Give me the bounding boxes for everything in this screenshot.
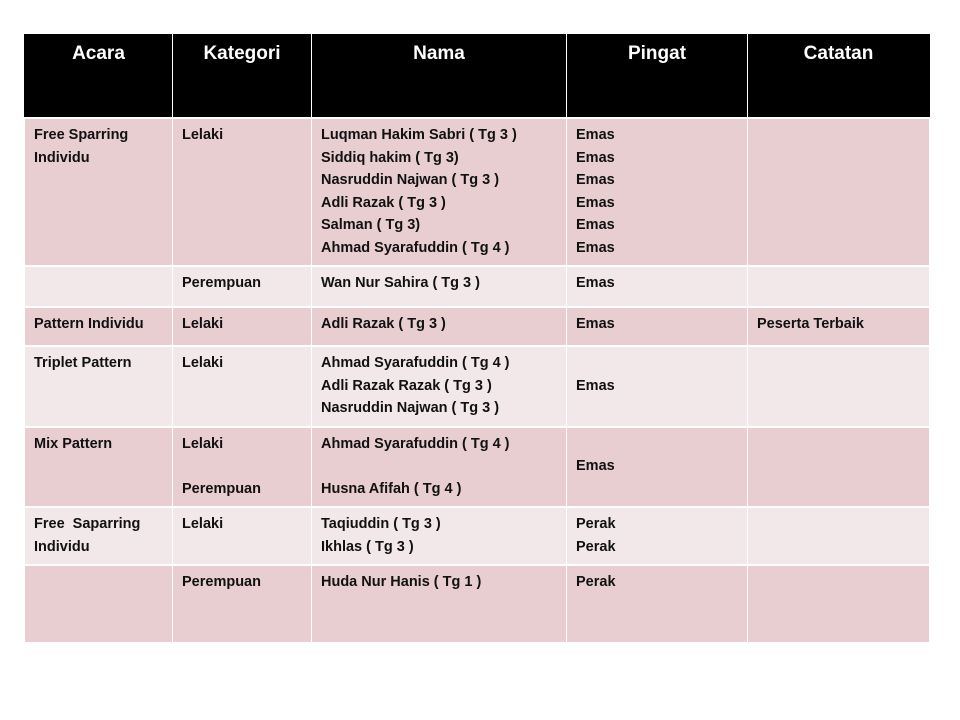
- cell-text: Siddiq hakim ( Tg 3): [321, 149, 459, 166]
- cell-nama: [312, 346, 567, 427]
- cell-pingat: [567, 266, 748, 307]
- table-row: [25, 266, 930, 307]
- cell-text: Free Sparring: [34, 127, 129, 143]
- cell-pingat: [567, 346, 748, 427]
- cell-nama: [312, 427, 567, 508]
- cell-text: Lelaki: [182, 355, 224, 371]
- cell-text: Pattern Individu: [34, 316, 144, 332]
- cell-catatan: [748, 565, 930, 643]
- cell-pingat: [567, 118, 748, 266]
- cell-text: Adli Razak ( Tg 3 ): [321, 316, 446, 332]
- cell-catatan: [748, 118, 930, 266]
- cell-text: Perak: [576, 516, 616, 532]
- cell-text: Individu: [34, 538, 90, 555]
- cell-kategori: [173, 346, 312, 427]
- cell-text: Emas: [576, 316, 615, 332]
- cell-text: Emas: [576, 377, 615, 394]
- table-row: [25, 507, 930, 565]
- cell-text: Perak: [576, 538, 616, 555]
- cell-text: Salman ( Tg 3): [321, 217, 421, 233]
- cell-text: Emas: [576, 239, 615, 256]
- cell-text: Emas: [576, 127, 615, 143]
- cell-nama: [312, 565, 567, 643]
- results-table: [24, 32, 930, 644]
- header-row: [25, 33, 930, 118]
- cell-text: Emas: [576, 275, 615, 291]
- cell-text: Emas: [576, 149, 615, 166]
- cell-acara: [25, 346, 173, 427]
- cell-text: Triplet Pattern: [34, 355, 132, 371]
- cell-acara: [25, 507, 173, 565]
- cell-text: Ahmad Syarafuddin ( Tg 4 ): [321, 435, 510, 452]
- table-row: [25, 307, 930, 346]
- cell-pingat: [567, 307, 748, 346]
- header-acara: Acara: [25, 33, 173, 118]
- cell-text: Lelaki: [182, 516, 224, 532]
- cell-text: Nasruddin Najwan ( Tg 3 ): [321, 172, 500, 188]
- cell-text: Wan Nur Sahira ( Tg 3 ): [321, 275, 480, 291]
- cell-nama: [312, 307, 567, 346]
- cell-catatan: [748, 346, 930, 427]
- cell-text: Lelaki: [182, 127, 224, 143]
- cell-kategori: [173, 307, 312, 346]
- header-kategori: Kategori: [173, 33, 312, 118]
- cell-catatan: [748, 307, 930, 346]
- cell-text: Nasruddin Najwan ( Tg 3 ): [321, 400, 500, 416]
- cell-acara: [25, 427, 173, 508]
- cell-text: Husna Afifah ( Tg 4 ): [321, 480, 462, 497]
- cell-pingat: [567, 565, 748, 643]
- cell-kategori: [173, 118, 312, 266]
- cell-acara: [25, 307, 173, 346]
- cell-nama: [312, 507, 567, 565]
- cell-text: Emas: [576, 458, 615, 474]
- cell-text: Perempuan: [182, 480, 261, 497]
- cell-text: Huda Nur Hanis ( Tg 1 ): [321, 574, 482, 590]
- line-spacer: [182, 455, 303, 478]
- cell-text: Individu: [34, 149, 90, 166]
- cell-text: Adli Razak Razak ( Tg 3 ): [321, 377, 492, 394]
- cell-text: Emas: [576, 172, 615, 188]
- cell-text: Ahmad Syarafuddin ( Tg 4 ): [321, 355, 510, 371]
- cell-catatan: [748, 266, 930, 307]
- cell-text: Emas: [576, 217, 615, 233]
- cell-acara: [25, 565, 173, 643]
- header-pingat: Pingat: [567, 33, 748, 118]
- cell-nama: [312, 266, 567, 307]
- cell-text: Lelaki: [182, 435, 224, 452]
- table-row: [25, 346, 930, 427]
- cell-text: Free Saparring: [34, 516, 141, 532]
- cell-catatan: [748, 507, 930, 565]
- cell-kategori: [173, 427, 312, 508]
- cell-text: Taqiuddin ( Tg 3 ): [321, 516, 441, 532]
- cell-catatan: [748, 427, 930, 508]
- cell-kategori: [173, 565, 312, 643]
- cell-text: Mix Pattern: [34, 435, 113, 452]
- header-nama: Nama: [312, 33, 567, 118]
- cell-acara: [25, 266, 173, 307]
- cell-kategori: [173, 266, 312, 307]
- header-catatan: Catatan: [748, 33, 930, 118]
- table-row: [25, 427, 930, 508]
- cell-nama: [312, 118, 567, 266]
- cell-text: Luqman Hakim Sabri ( Tg 3 ): [321, 127, 517, 143]
- cell-kategori: [173, 507, 312, 565]
- cell-text: Perak: [576, 574, 616, 590]
- cell-text: Perempuan: [182, 574, 261, 590]
- cell-text: Emas: [576, 194, 615, 211]
- cell-text: Ahmad Syarafuddin ( Tg 4 ): [321, 239, 510, 256]
- table-row: [25, 565, 930, 643]
- table-row: [25, 118, 930, 266]
- cell-text: Perempuan: [182, 275, 261, 291]
- cell-text: Adli Razak ( Tg 3 ): [321, 194, 446, 211]
- cell-text: Ikhlas ( Tg 3 ): [321, 538, 414, 555]
- cell-pingat: [567, 507, 748, 565]
- cell-acara: [25, 118, 173, 266]
- line-spacer: [321, 455, 558, 478]
- cell-text: Lelaki: [182, 316, 224, 332]
- cell-pingat: [567, 427, 748, 508]
- cell-text: Peserta Terbaik: [757, 316, 864, 332]
